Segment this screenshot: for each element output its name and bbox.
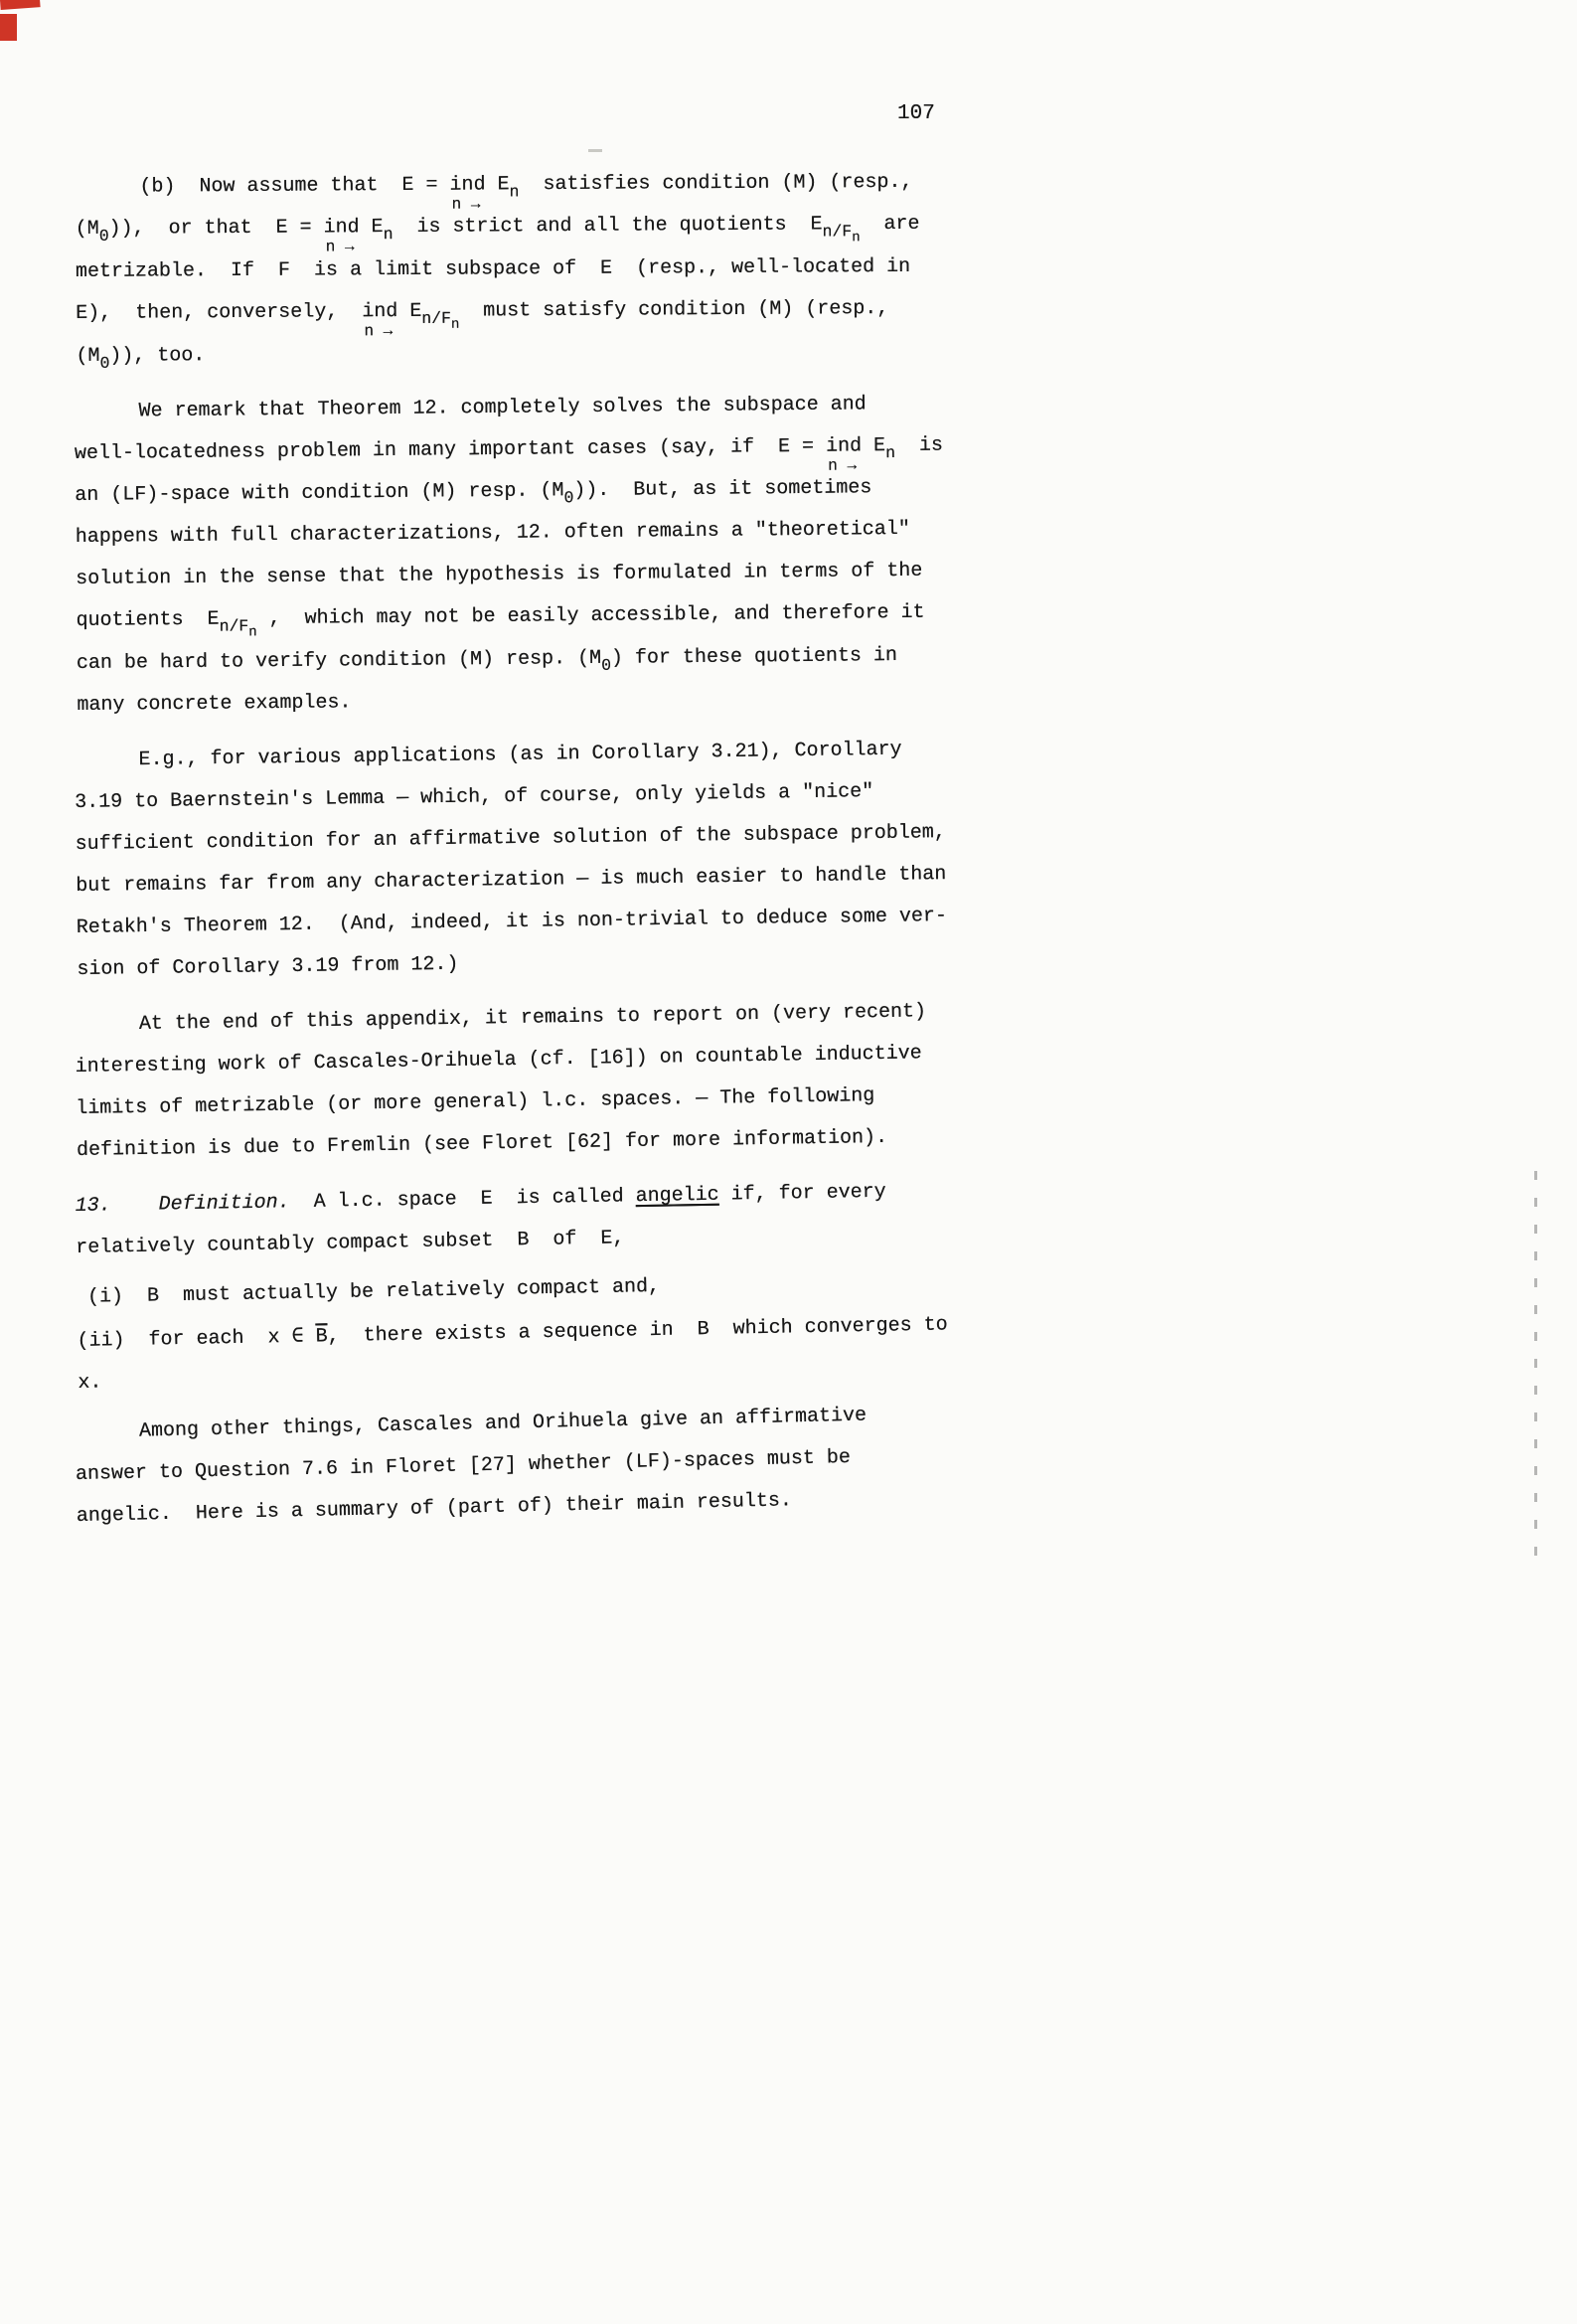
red-scan-mark-top: [0, 0, 41, 10]
text-segment: ind: [362, 300, 398, 324]
text-segment: (M: [75, 217, 99, 242]
text-segment: x.: [78, 1371, 102, 1395]
text-segment: , which may not be easily accessible, and therefore it: [256, 600, 925, 631]
text-segment: quotients E: [76, 607, 220, 632]
red-scan-mark: [0, 14, 17, 41]
text-segment: , there exists a sequence in B which converges to: [327, 1313, 948, 1349]
text-segment: E: [861, 434, 886, 458]
subscript: n/F: [822, 222, 853, 242]
text-line: [75, 203, 1069, 256]
text-segment: E), then, conversely,: [76, 300, 363, 325]
text-segment: ) for these quotients in: [610, 644, 898, 670]
scan-speck: [588, 149, 602, 152]
text-segment: (b) Now assume that E =: [139, 173, 450, 199]
text-segment: E: [397, 299, 422, 324]
subscript: n: [509, 182, 520, 202]
subscript: 0: [98, 226, 109, 246]
text-segment: sion of Corollary 3.19 from 12.): [77, 952, 459, 981]
text-segment: must satisfy condition (M) (resp.,: [459, 297, 889, 323]
text-segment: E: [359, 216, 384, 240]
text-segment: angelic. Here is a summary of (part of) their main results.: [76, 1489, 793, 1528]
text-segment: are: [860, 212, 920, 237]
text-line: [76, 287, 1069, 341]
text-segment: E.g., for various applications (as in Corollary 3.21), Corollary: [138, 738, 902, 772]
text-segment: metrizable. If F is a limit subspace of E (resp., well-located in: [75, 254, 911, 283]
subscript: 0: [601, 655, 612, 675]
definition-item-ii: [75, 1302, 1069, 1405]
text-segment: 3.19 to Baernstein's Lemma — which, of course, only yields a "nice": [74, 780, 874, 815]
text-line: [75, 161, 1068, 214]
limit-index-arrow: n →: [364, 322, 394, 341]
text-segment: limits of metrizable (or more general) l.c. spaces. — The following: [76, 1084, 875, 1120]
text-segment: solution in the sense that the hypothesis is formulated in terms of the: [76, 559, 923, 590]
paragraph-corollary: [74, 727, 1070, 991]
scan-artifact-dashes: [1534, 1171, 1537, 1569]
text-segment: answer to Question 7.6 in Floret [27] whether (LF)-spaces must be: [75, 1445, 852, 1486]
text-segment: many concrete examples.: [77, 691, 352, 717]
paragraph-remark: [74, 382, 1070, 727]
inductive-limit-notation: [323, 216, 360, 256]
text-segment: A l.c. space E is called: [289, 1185, 636, 1215]
text-segment: (M: [76, 344, 100, 368]
text-segment: well-locatedness problem in many important cases (say, if E =: [74, 434, 827, 466]
text-segment: )), too.: [109, 344, 206, 368]
text-segment: (ii) for each x ∈: [77, 1325, 316, 1353]
paragraph-conclusion: [75, 1391, 1071, 1538]
text-line: [76, 330, 1069, 378]
definition-13: [75, 1169, 1069, 1269]
limit-index-arrow: n →: [325, 238, 355, 256]
text-segment: but remains far from any characterization — is much easier to handle than: [76, 863, 947, 898]
sub-subscript: n: [450, 316, 460, 333]
text-segment: happens with full characterizations, 12. often remains a "theoretical": [75, 517, 911, 550]
text-segment: satisfies condition (M) (resp.,: [519, 170, 913, 197]
definition-number: 13.: [75, 1194, 111, 1219]
underlined-term-angelic: angelic: [635, 1183, 719, 1209]
text-line: [77, 675, 1070, 727]
text-segment: )). But, as it sometimes: [573, 476, 872, 503]
text-segment: E: [485, 173, 510, 197]
text-segment: is: [894, 433, 944, 458]
text-segment: interesting work of Cascales-Orihuela (cf. [16]) on countable inductive: [75, 1042, 922, 1079]
subscript: 0: [563, 488, 574, 508]
definition-label: Definition.: [158, 1191, 290, 1217]
limit-index-arrow: n →: [828, 456, 858, 475]
sub-subscript: n: [852, 230, 861, 247]
subscript: n: [383, 224, 394, 244]
paragraph-b: [75, 161, 1069, 378]
page-number: 107: [897, 102, 935, 125]
text-segment: (i) B must actually be relatively compact and,: [86, 1274, 661, 1309]
text-segment: can be hard to verify condition (M) resp. (M: [76, 646, 602, 675]
text-segment: )), or that E =: [108, 216, 324, 241]
subscript: n: [885, 442, 896, 463]
text-segment: Among other things, Cascales and Orihuela give an affirmative: [138, 1404, 867, 1443]
text-segment: [110, 1194, 158, 1218]
text-segment: At the end of this appendix, it remains to report on (very recent): [138, 1000, 927, 1036]
subscript: 0: [99, 353, 110, 373]
text-segment: ind: [323, 216, 360, 240]
paragraph-appendix: [75, 989, 1071, 1172]
text-segment: is strict and all the quotients E: [393, 213, 823, 240]
text-segment: ind: [449, 173, 486, 197]
limit-index-arrow: n →: [451, 195, 481, 214]
text-segment: if, for every: [718, 1180, 886, 1207]
inductive-limit-notation: [362, 300, 398, 341]
text-segment: an (LF)-space with condition (M) resp. (M: [75, 479, 564, 508]
text-segment: definition is due to Fremlin (see Floret [62] for more information).: [76, 1125, 888, 1162]
sub-subscript: n: [248, 624, 257, 641]
text-segment: We remark that Theorem 12. completely solves the subspace and: [138, 393, 867, 423]
text-segment: sufficient condition for an affirmative solution of the subspace problem,: [75, 821, 946, 857]
text-segment: relatively countably compact subset B of E,: [76, 1227, 625, 1259]
b-closure-overbar: $\overline{B}$: [315, 1325, 328, 1349]
inductive-limit-notation: [825, 434, 863, 475]
subscript: n/F: [219, 616, 249, 636]
text-segment: ind: [825, 434, 863, 458]
text-line: [76, 246, 1069, 293]
text-segment: Retakh's Theorem 12. (And, indeed, it is non-trivial to deduce some ver-: [76, 905, 948, 939]
inductive-limit-notation: [449, 173, 486, 214]
page-content: [76, 167, 1069, 1552]
subscript: n/F: [421, 308, 451, 328]
